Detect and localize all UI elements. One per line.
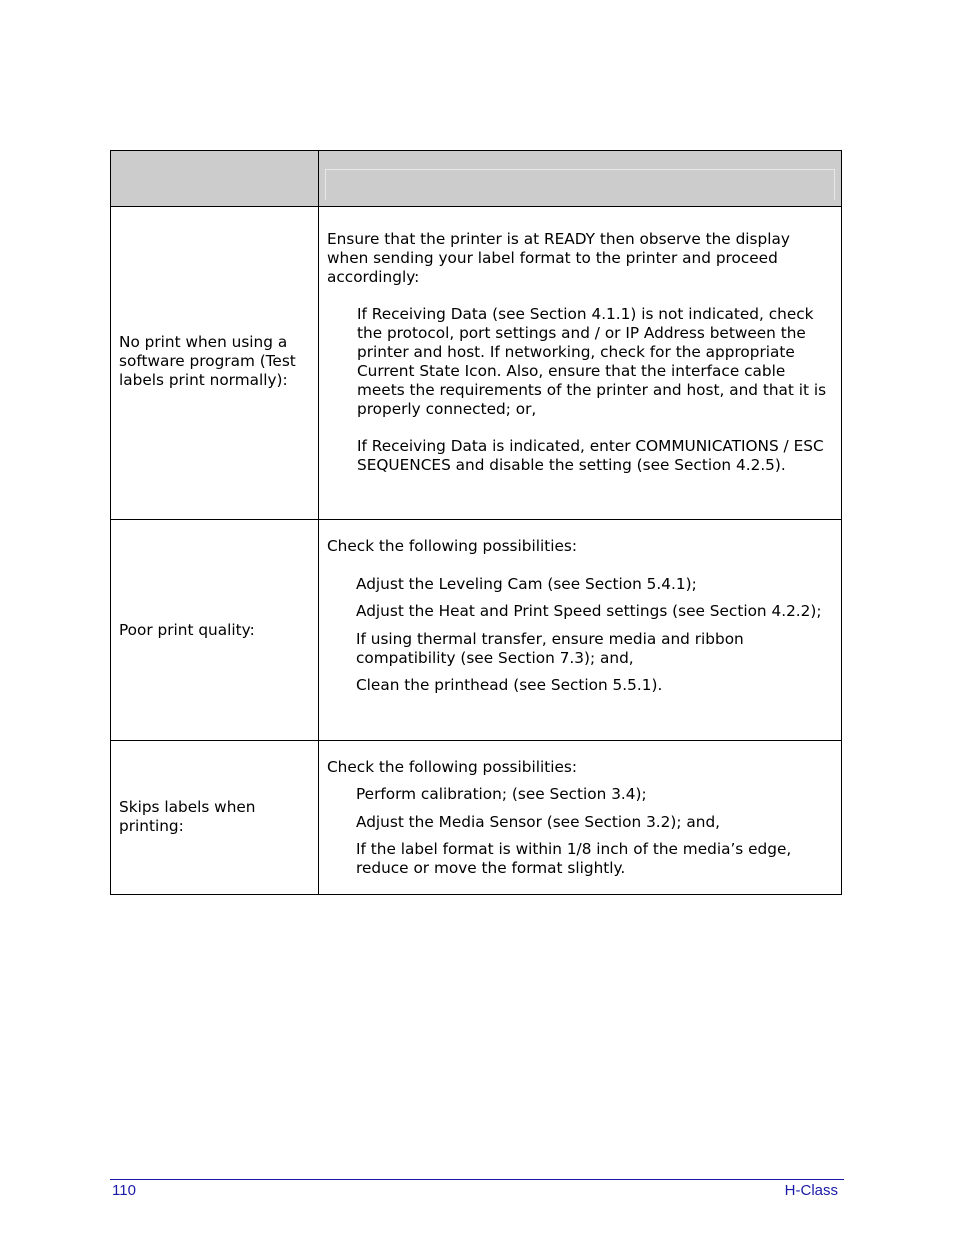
- problem-cell: [111, 741, 319, 894]
- problem-cell: [111, 520, 319, 740]
- solution-cell: [319, 207, 841, 519]
- problem-cell: [111, 207, 319, 519]
- table-header-cell-solution: [319, 151, 841, 206]
- table-row: [111, 206, 841, 519]
- footer-rule: [110, 1179, 844, 1180]
- table-header-row: [111, 151, 841, 206]
- solution-cell: [319, 520, 841, 740]
- table-header-cell-problem: [111, 151, 319, 206]
- solution-item: Perform calibration; (see Section 3.4);: [356, 785, 647, 803]
- solution-item: If the label format is within 1/8 inch of the media’s edge, reduce or move the format slightly.: [356, 840, 792, 877]
- problem-text: Poor print quality:: [119, 620, 255, 639]
- product-name: H-Class: [784, 1182, 838, 1199]
- solution-item: Adjust the Leveling Cam (see Section 5.4.1);: [356, 575, 697, 593]
- solution-item: Adjust the Media Sensor (see Section 3.2); and,: [356, 813, 721, 831]
- solution-item: Adjust the Heat and Print Speed settings (see Section 4.2.2);: [356, 602, 822, 620]
- troubleshooting-table: [110, 150, 842, 895]
- solution-intro: Check the following possibilities:: [327, 537, 578, 555]
- table-row: [111, 519, 841, 740]
- solution-item: If Receiving Data is indicated, enter COMMUNICATIONS / ESC SEQUENCES and disable the setting (see Section 4.2.5).: [357, 437, 824, 474]
- solution-intro: Ensure that the printer is at READY then observe the display when sending your label format to the printer and proceed accordingly:: [327, 230, 790, 286]
- page-number: 110: [112, 1182, 136, 1199]
- solution-intro: Check the following possibilities:: [327, 758, 578, 776]
- solution-item: If Receiving Data (see Section 4.1.1) is not indicated, check the protocol, port settings and / or IP Address between the printer and host. If networking, check for the appropriate Current State Icon. Also, ensure that the interface cable meets the requirements of the printer and host, and that it is properly connected; or,: [357, 305, 827, 418]
- solution-item: Clean the printhead (see Section 5.5.1).: [356, 676, 663, 694]
- problem-text: Skips labels when printing:: [119, 797, 256, 835]
- problem-text: No print when using a software program (Test labels print normally):: [119, 332, 296, 389]
- solution-cell: [319, 741, 841, 894]
- table-row: [111, 740, 841, 894]
- solution-item: If using thermal transfer, ensure media and ribbon compatibility (see Section 7.3); and,: [356, 630, 744, 667]
